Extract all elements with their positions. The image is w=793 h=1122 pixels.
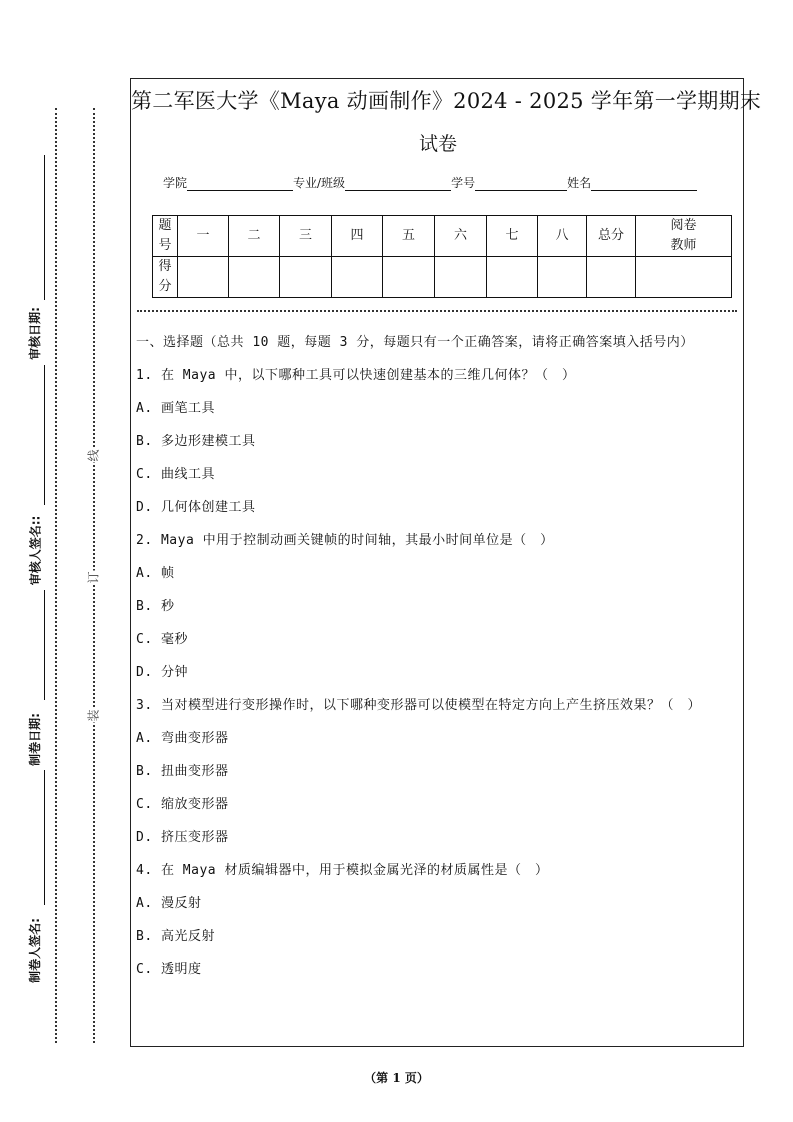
section-heading: 一、选择题（总共 10 题，每题 3 分，每题只有一个正确答案，请将正确答案填入括号内） <box>136 335 694 350</box>
score-column-header: 一 <box>178 216 229 257</box>
major-class-label: 专业/班级 <box>293 176 346 190</box>
student-id-label: 学号 <box>451 176 476 190</box>
name-label: 姓名 <box>567 176 592 190</box>
score-column-header: 五 <box>383 216 435 257</box>
answer-option: D. 几何体创建工具 <box>136 500 256 515</box>
score-cell[interactable] <box>178 257 229 298</box>
score-column-header: 总分 <box>587 216 636 257</box>
section-divider <box>137 310 737 312</box>
signature-line <box>44 365 45 505</box>
score-cell[interactable] <box>538 257 587 298</box>
answer-option: B. 秒 <box>136 599 175 614</box>
binding-line-outer <box>55 108 57 1043</box>
row-label-score: 得分 <box>153 257 178 298</box>
score-cell[interactable] <box>280 257 332 298</box>
score-cell[interactable] <box>332 257 383 298</box>
row-label-question-no: 题号 <box>153 216 178 257</box>
signature-line <box>44 155 45 300</box>
answer-option: A. 帧 <box>136 566 175 581</box>
binding-mark-zhuang: 装 <box>86 709 101 722</box>
reviewer-signature-label: 审核人签名:: <box>28 515 43 586</box>
name-field[interactable] <box>591 176 697 191</box>
college-field[interactable] <box>187 176 293 191</box>
score-table <box>152 215 732 298</box>
answer-option: B. 多边形建模工具 <box>136 434 256 449</box>
score-column-header: 七 <box>487 216 538 257</box>
answer-option: A. 弯曲变形器 <box>136 731 229 746</box>
answer-option: B. 高光反射 <box>136 929 215 944</box>
score-column-header: 三 <box>280 216 332 257</box>
answer-option: C. 透明度 <box>136 962 202 977</box>
student-id-field[interactable] <box>475 176 567 191</box>
answer-option: D. 挤压变形器 <box>136 830 229 845</box>
answer-option: C. 缩放变形器 <box>136 797 229 812</box>
score-cell[interactable] <box>383 257 435 298</box>
score-cell[interactable] <box>636 257 732 298</box>
answer-option: C. 曲线工具 <box>136 467 215 482</box>
answer-option: A. 漫反射 <box>136 896 202 911</box>
question-text: 4. 在 Maya 材质编辑器中，用于模拟金属光泽的材质属性是（ ） <box>136 863 549 878</box>
review-date-label: 审核日期: <box>27 307 42 360</box>
student-info <box>163 174 697 191</box>
score-column-header: 四 <box>332 216 383 257</box>
binding-mark-xian: 线 <box>86 449 101 462</box>
answer-option: A. 画笔工具 <box>136 401 215 416</box>
score-column-header: 阅卷教师 <box>636 216 732 257</box>
answer-option: C. 毫秒 <box>136 632 188 647</box>
answer-option: B. 扭曲变形器 <box>136 764 229 779</box>
page-title-continued: 试卷 <box>418 133 457 155</box>
college-label: 学院 <box>163 176 188 190</box>
score-cell[interactable] <box>229 257 280 298</box>
question-body <box>136 332 740 992</box>
paper-maker-signature-label: 制卷人签名: <box>27 918 42 983</box>
question-text: 3. 当对模型进行变形操作时，以下哪种变形器可以使模型在特定方向上产生挤压效果？（ ） <box>136 698 701 713</box>
score-column-header: 二 <box>229 216 280 257</box>
score-cell[interactable] <box>587 257 636 298</box>
page-number: （第 1 页） <box>364 1071 429 1085</box>
score-cell[interactable] <box>435 257 487 298</box>
question-text: 2. Maya 中用于控制动画关键帧的时间轴，其最小时间单位是（ ） <box>136 533 554 548</box>
binding-mark-ding: 订 <box>86 571 101 584</box>
exam-frame <box>130 78 762 1047</box>
question-text: 1. 在 Maya 中，以下哪种工具可以快速创建基本的三维几何体？（ ） <box>136 368 576 383</box>
page-title: 第二军医大学《Maya 动画制作》2024 - 2025 学年第一学期期末 <box>131 89 762 113</box>
score-cell[interactable] <box>487 257 538 298</box>
signature-line <box>44 590 45 700</box>
answer-option: D. 分钟 <box>136 665 188 680</box>
score-column-header: 六 <box>435 216 487 257</box>
score-column-header: 八 <box>538 216 587 257</box>
paper-date-label: 制卷日期: <box>27 713 42 766</box>
major-class-field[interactable] <box>345 176 451 191</box>
signature-line <box>44 770 45 905</box>
